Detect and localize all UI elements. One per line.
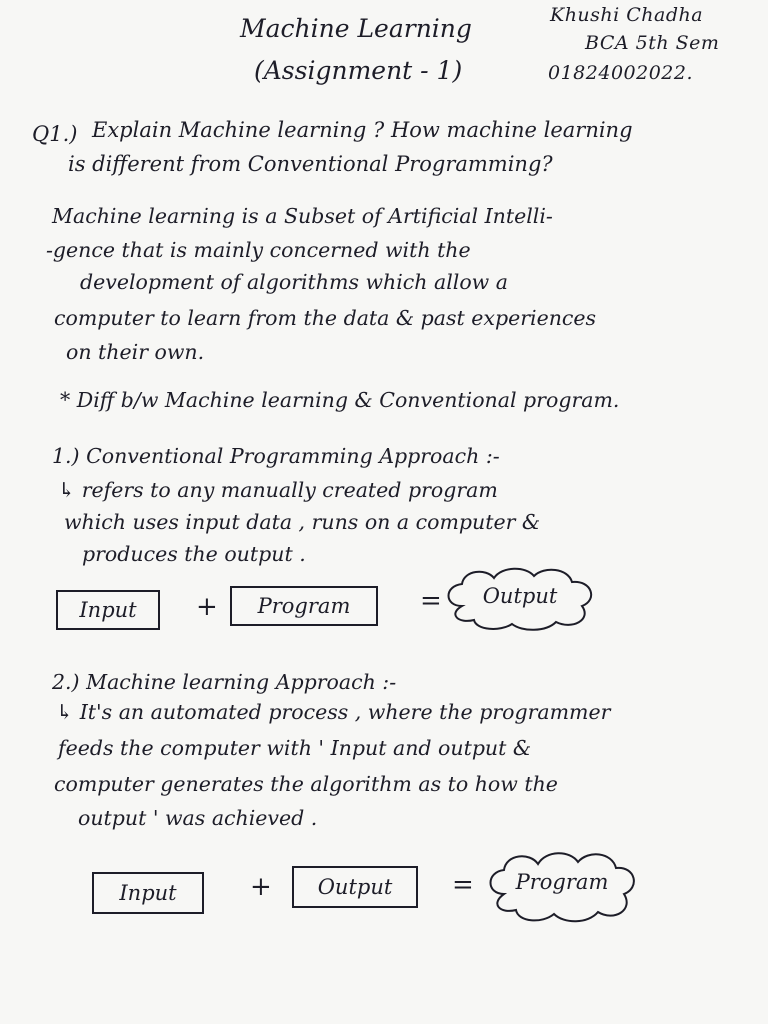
ml-equals-sign: = — [452, 870, 474, 900]
conventional-line-3: produces the output . — [82, 542, 306, 566]
conventional-line-1: ↳ refers to any manually created program — [58, 478, 498, 502]
assignment-subtitle: (Assignment - 1) — [254, 56, 463, 85]
course-info: BCA 5th Sem — [585, 32, 720, 54]
answer-line-5: on their own. — [66, 340, 205, 364]
answer-line-3: development of algorithms which allow a — [80, 270, 508, 294]
program-box: Program — [230, 586, 378, 626]
difference-heading: * Diff b/w Machine learning & Conventional program. — [60, 388, 620, 412]
conventional-line-2: which uses input data , runs on a computer & — [64, 510, 541, 534]
program-cloud-label: Program — [515, 870, 609, 894]
student-name: Khushi Chadha — [550, 4, 704, 26]
ml-line-4: output ' was achieved . — [78, 806, 318, 830]
output-cloud-label: Output — [482, 584, 558, 608]
answer-line-1: Machine learning is a Subset of Artificial Intelli- — [52, 204, 553, 228]
ml-line-2: feeds the computer with ' Input and output & — [58, 736, 532, 760]
ml-line-1: ↳ It's an automated process , where the programmer — [56, 700, 611, 724]
question-line-2: is different from Conventional Programming? — [68, 152, 553, 176]
question-line-1: Explain Machine learning ? How machine learning — [92, 118, 633, 142]
answer-line-2: -gence that is mainly concerned with the — [46, 238, 471, 262]
input-box: Input — [56, 590, 160, 630]
ml-heading: 2.) Machine learning Approach :- — [52, 670, 397, 694]
roll-number: 01824002022. — [548, 62, 694, 84]
equals-sign: = — [420, 586, 442, 616]
ml-input-box: Input — [92, 872, 204, 914]
ml-output-box: Output — [292, 866, 418, 908]
ml-line-3: computer generates the algorithm as to how the — [54, 772, 558, 796]
ml-plus-sign: + — [250, 872, 272, 902]
answer-line-4: computer to learn from the data & past experiences — [54, 306, 597, 330]
plus-sign: + — [196, 592, 218, 622]
conventional-heading: 1.) Conventional Programming Approach :- — [52, 444, 500, 468]
question-label: Q1.) — [32, 122, 78, 146]
assignment-title: Machine Learning — [240, 14, 472, 43]
